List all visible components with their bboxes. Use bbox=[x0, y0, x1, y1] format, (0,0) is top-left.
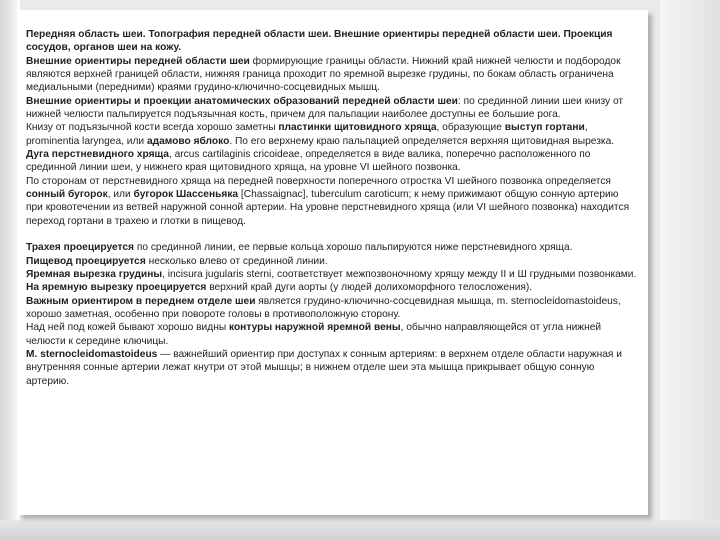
paragraph-jugular-notch: Яремная вырезка грудины, incisura jugularis sterni, соответствует межпозвоночному хрящу между II и Ш грудными позвонками. bbox=[26, 268, 637, 280]
paragraph-landmarks-projections: Внешние ориентиры и проекции анатомических образований передней области шеи: по срединной линии шеи книзу от нижней челюсти пальпируется подъязычная кость, причем для пальпации наиболее доступны ее большие рога. bbox=[26, 95, 624, 121]
slide-text bbox=[26, 28, 638, 388]
decorative-right-band bbox=[660, 0, 720, 540]
decorative-bottom-band bbox=[0, 520, 720, 540]
paragraph-external-landmarks: Внешние ориентиры передней области шеи формирующие границы области. Нижний край нижней челюсти и подбородок являются верхней границей области, нижняя граница проходит по яремной вырезке грудины, по бокам область ограничена медиальными (передними) краями грудино-ключично-сосцевидных мышц. bbox=[26, 55, 621, 94]
paragraph-external-jugular: Над ней под кожей бывают хорошо видны контуры наружной яремной вены, обычно направляющейся от угла нижней челюсти к середине ключицы. bbox=[26, 322, 602, 347]
decorative-left-band bbox=[0, 0, 20, 540]
paragraph-trachea: Трахея проецируется по срединной линии, ее первые кольца хорошо пальпируются ниже перстневидного хряща. bbox=[26, 242, 573, 254]
paragraph-thyroid-cartilage: Книзу от подъязычной кости всегда хорошо заметны пластинки щитовидного хряща, образующие выступ гортани, prominentia laryngea, или адамово яблоко. По его верхнему краю пальпацией определяется верхняя щитовидная вырезка. bbox=[26, 122, 615, 147]
paragraph-gap bbox=[26, 228, 638, 241]
paragraph-scm-landmark: Важным ориентиром в переднем отделе шеи является грудино-ключично-сосцевидная мышца, m. sternocleidomastoideus, хорошо заметная, особенно при повороте головы в противоположную сторону. bbox=[26, 295, 621, 320]
paragraph-carotid-tubercle: По сторонам от перстневидного хряща на передней поверхности поперечного отростка VI шейного позвонка определяется сонный бугорок, или бугорок Шассеньяка [Chassaignac], tuberculum caroticum; к нему прижимают общую сонную артерию при кровотечении из ветвей наружной сонной артерии. На уровне перстневидного хряща (или VI шейного позвонка) находится переход гортани в трахею и глотки в пищевод. bbox=[26, 175, 630, 227]
paragraph-esophagus: Пищевод проецируется несколько влево от срединной линии. bbox=[26, 255, 328, 267]
paragraph-aortic-arch: На яремную вырезку проецируется верхний край дуги аорты (у людей долихоморфного телосложения). bbox=[26, 282, 533, 294]
paragraph-scm-carotid: M. sternocleidomastoideus — важнейший ориентир при доступах к сонным артериям: в верхнем отделе области наружная и внутренняя сонные артерии лежат кнутри от этой мышцы; в нижнем отделе шеи эта мышца прикрывает общую сонную артерию. bbox=[26, 348, 622, 387]
slide-title: Передняя область шеи. Топография передней области шеи. Внешние ориентиры передней области шеи. Проекция сосудов, органов шеи на кожу. bbox=[26, 29, 613, 54]
paragraph-cricoid-arch: Дуга перстневидного хряща, arcus cartilaginis cricoideae, определяется в виде валика, поперечно расположенного по срединной линии шеи, у нижнего края щитовидного хряща, на уровне VI шейного позвонка. bbox=[26, 149, 591, 174]
